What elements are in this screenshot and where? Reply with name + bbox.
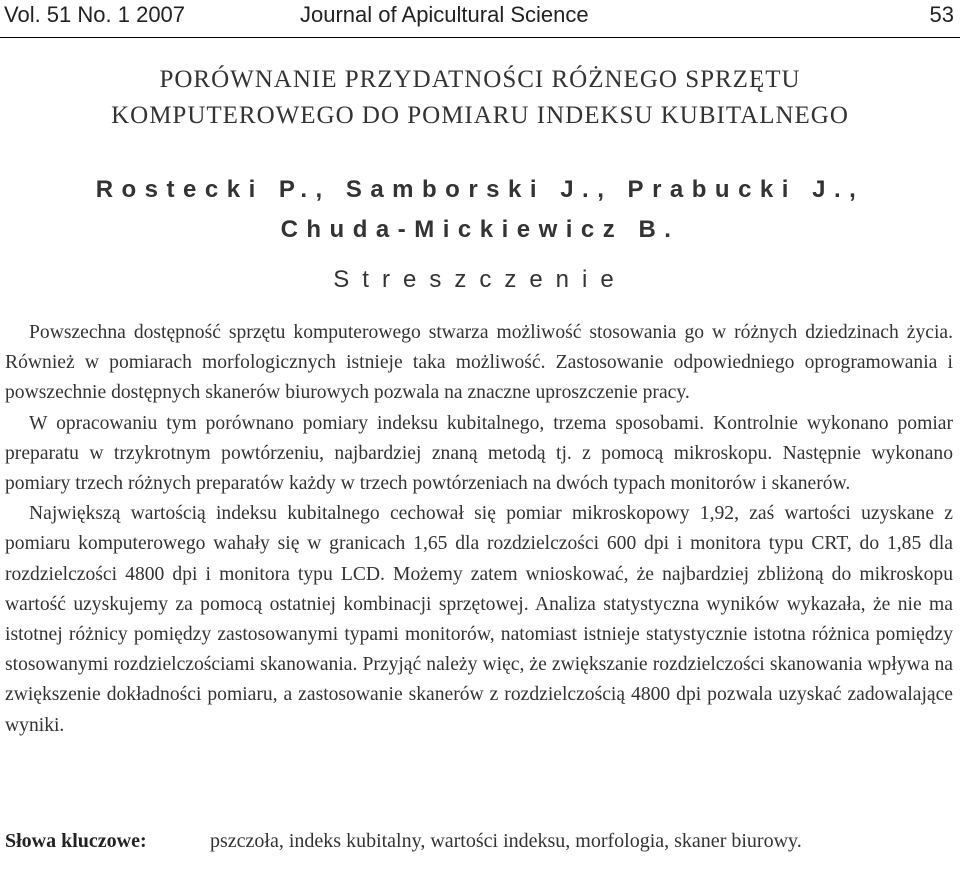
authors-line-1: Rostecki P., Samborski J., Prabucki J., (95, 176, 865, 203)
volume-info: Vol. 51 No. 1 2007 (4, 2, 186, 27)
abstract-paragraph-2: W opracowaniu tym porównano pomiary indeksu kubitalnego, trzema sposobami. Kontrolnie wykonano pomiar preparatu w trzykrotnym powtórzeniu, najbardziej znaną metodą tj. z pomocą mikroskopu. Następnie wykonano pomiary trzech różnych preparatów każdy w trzech powtórzeniach na dwóch typach monitorów i skanerów. (5, 412, 953, 495)
abstract-heading: Streszczenie (333, 266, 627, 293)
keywords-label: Słowa kluczowe: (5, 830, 147, 852)
running-header (0, 0, 960, 34)
title-line-2: KOMPUTEROWEGO DO POMIARU INDEKSU KUBITALNEGO (111, 102, 849, 129)
keywords-text: pszczoła, indeks kubitalny, wartości indeksu, morfologia, skaner biurowy. (210, 830, 802, 852)
keywords-section (5, 826, 955, 856)
author-list (0, 170, 960, 250)
abstract-body (5, 318, 953, 741)
authors-line-2: Chuda-Mickiewicz B. (280, 216, 680, 243)
journal-name: Journal of Apicultural Science (300, 2, 589, 27)
page-number: 53 (929, 2, 954, 27)
abstract-paragraph-1: Powszechna dostępność sprzętu komputerowego stwarza możliwość stosowania go w różnych dziedzinach życia. Również w pomiarach morfologicznych istnieje taka możliwość. Zastosowanie odpowiedniego oprogramowania i powszechnie dostępnych skanerów biurowych pozwala na znaczne uproszczenie pracy. (5, 322, 953, 404)
paper-title (0, 62, 960, 134)
title-line-1: PORÓWNANIE PRZYDATNOŚCI RÓŻNEGO SPRZĘTU (159, 66, 801, 93)
header-rule (0, 37, 960, 38)
abstract-paragraph-3: Największą wartością indeksu kubitalnego cechował się pomiar mikroskopowy 1,92, zaś wartości uzyskane z pomiaru komputerowego wahały się w granicach 1,65 dla rozdzielczości 600 dpi i monitora typu CRT, do 1,85 dla rozdzielczości 4800 dpi i monitora typu LCD. Możemy zatem wnioskować, że najbardziej zbliżoną do mikroskopu wartość uzyskujemy za pomocą ostatniej kombinacji sprzętowej. Analiza statystyczna wyników wykazała, że nie ma istotnej różnicy pomiędzy zastosowanymi typami monitorów, natomiast istnieje statystycznie istotna różnica pomiędzy stosowanymi rozdzielczościami skanowania. Przyjąć należy więc, że zwiększanie rozdzielczości skanowania wpływa na zwiększenie dokładności pomiaru, a zastosowanie skanerów z rozdzielczością 4800 dpi pozwala uzyskać zadowalające wyniki. (5, 503, 953, 736)
